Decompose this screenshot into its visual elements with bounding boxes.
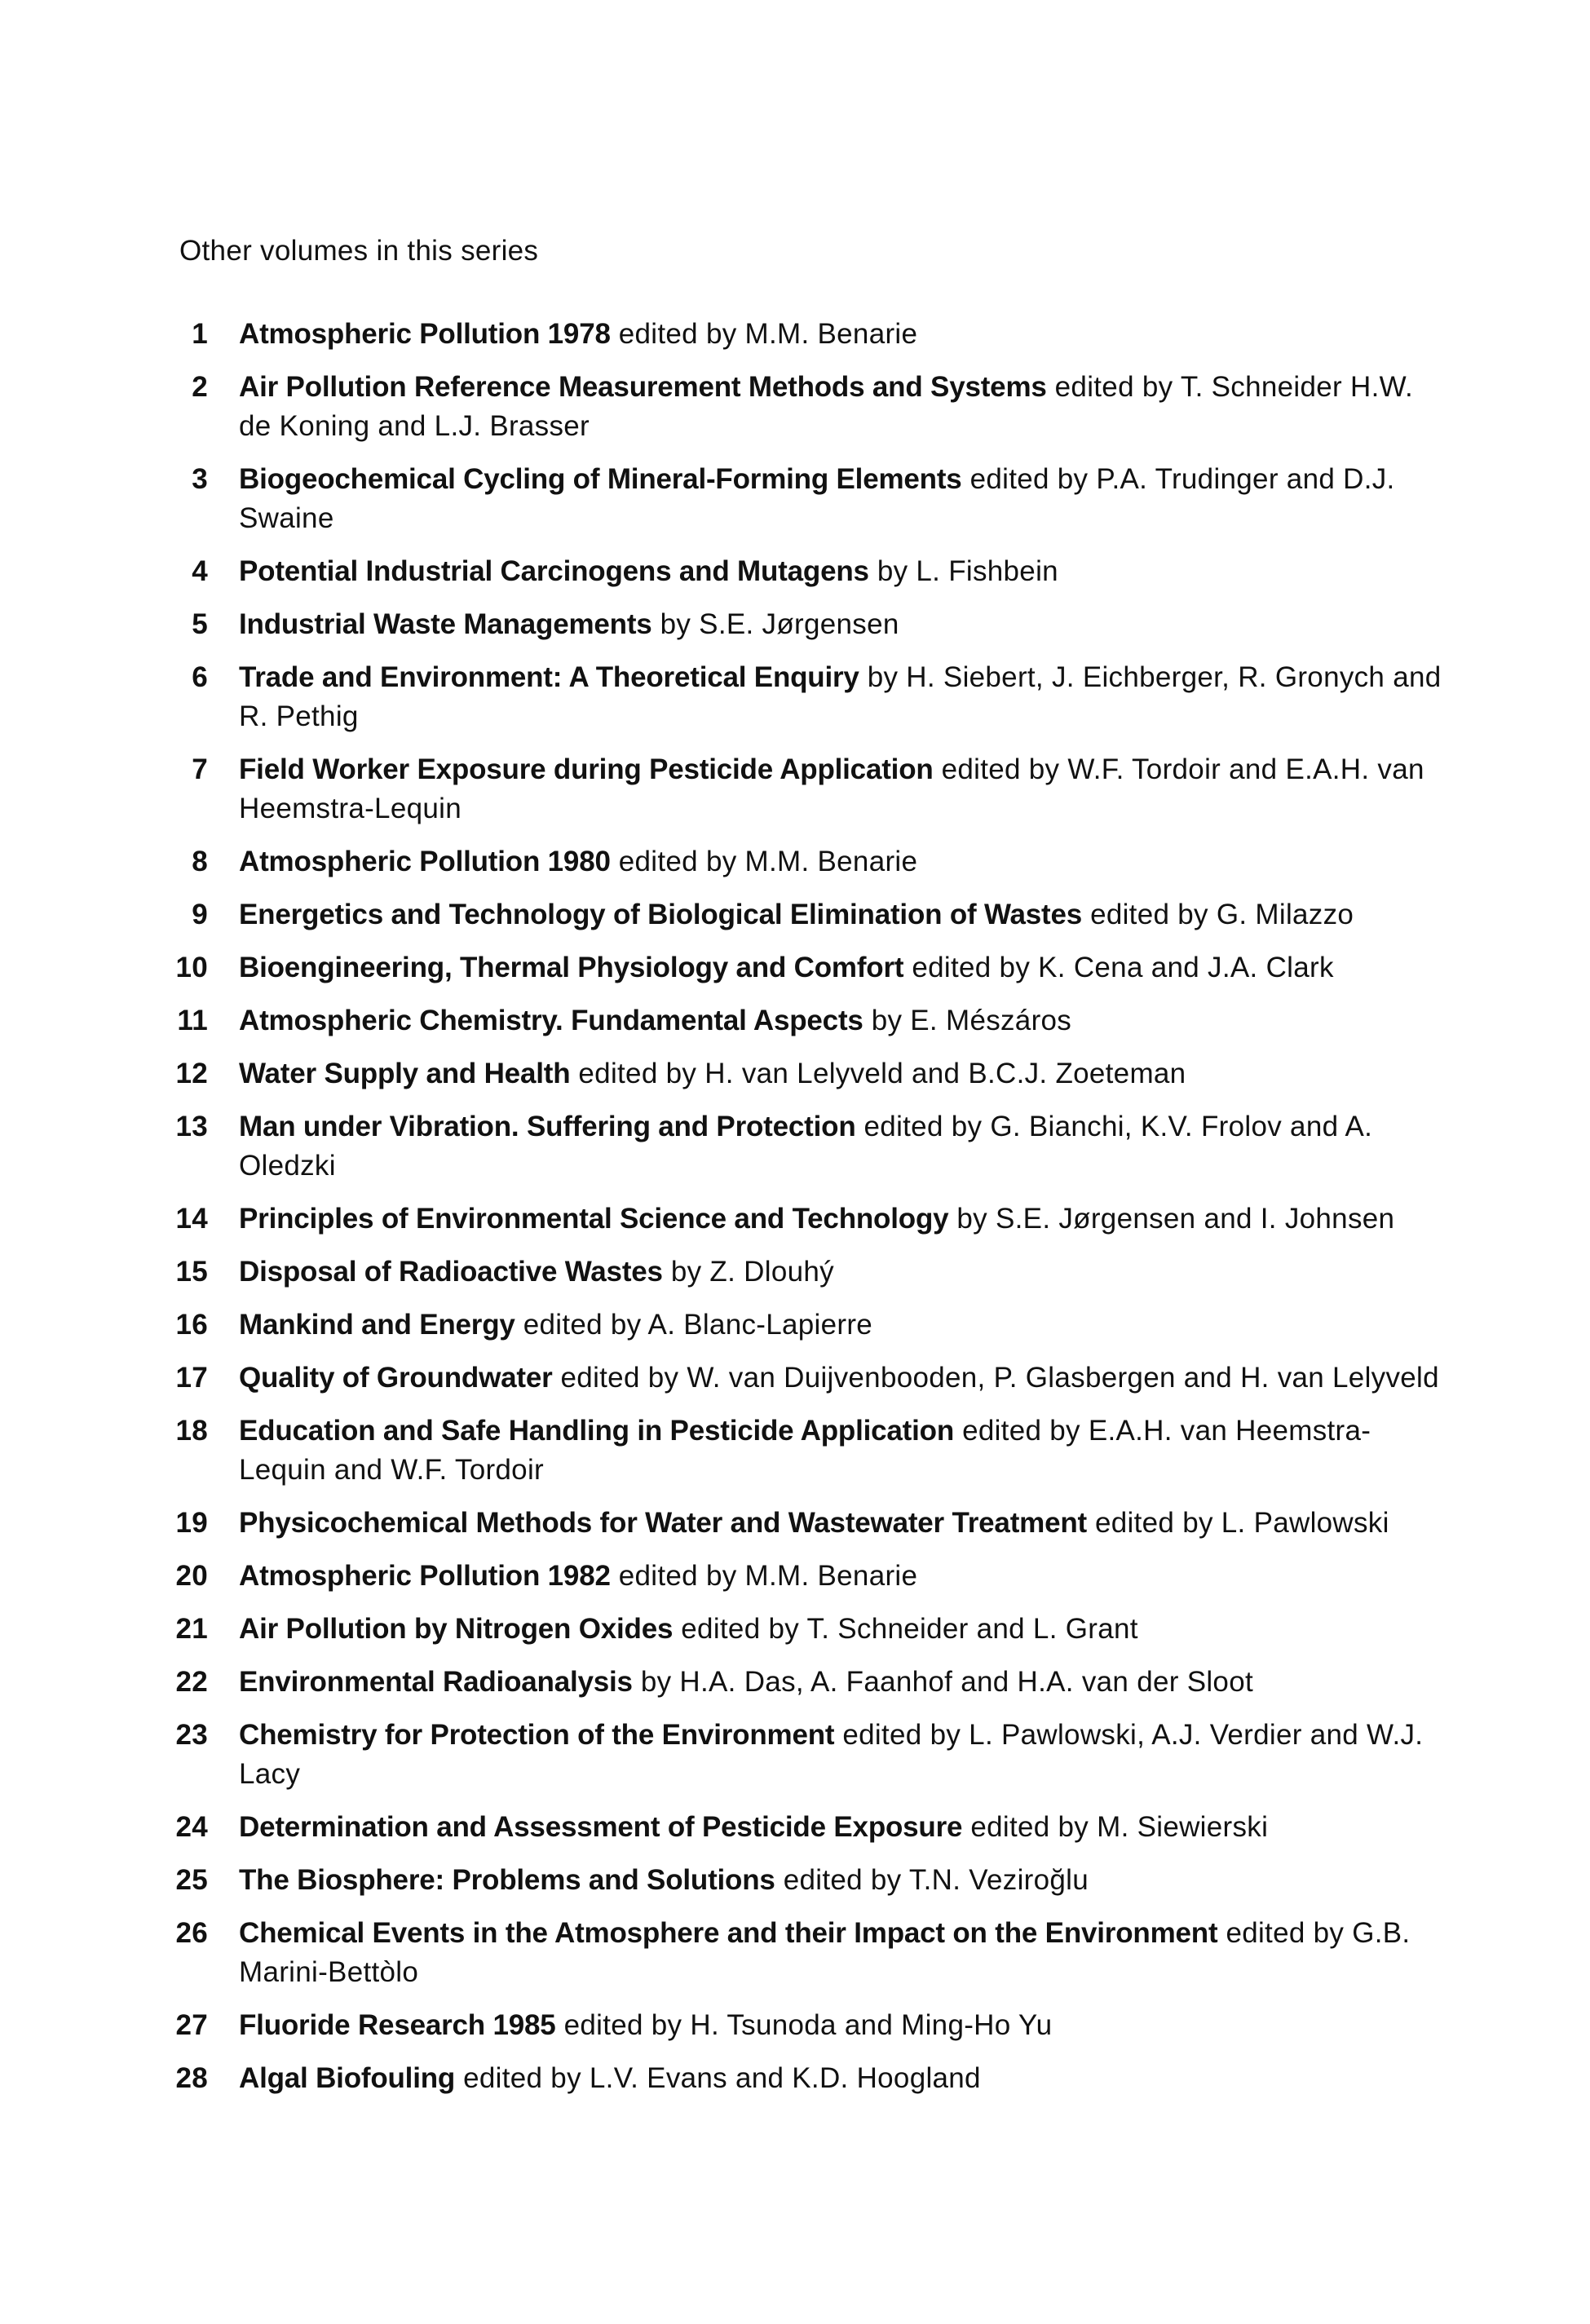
volume-title: Environmental Radioanalysis	[239, 1666, 633, 1698]
volume-title: Algal Biofouling	[239, 2062, 456, 2094]
series-volume-list	[171, 315, 1443, 2112]
volume-credit: edited by L.V. Evans and K.D. Hoogland	[463, 2062, 981, 2094]
volume-number: 28	[175, 2062, 208, 2094]
volume-title: Fluoride Research 1985	[239, 2009, 556, 2041]
volume-number: 2	[192, 371, 208, 403]
volume-title: Atmospheric Chemistry. Fundamental Aspects	[239, 1005, 863, 1036]
volume-number: 12	[175, 1058, 208, 1089]
volume-title: Air Pollution by Nitrogen Oxides	[239, 1613, 674, 1645]
volume-credit: edited by P.A. Trudinger and D.J. Swaine	[239, 463, 1395, 534]
volume-credit: edited by H. van Lelyveld and B.C.J. Zoeteman	[578, 1058, 1186, 1089]
volume-credit: edited by W.F. Tordoir and E.A.H. van Heemstra-Lequin	[239, 753, 1424, 824]
volume-number: 22	[175, 1666, 208, 1698]
list-item	[171, 1306, 1443, 1345]
volume-number: 3	[192, 463, 208, 495]
volume-credit: edited by M.M. Benarie	[618, 846, 918, 877]
list-item	[171, 1557, 1443, 1596]
list-item	[171, 1412, 1443, 1490]
volume-title: Chemistry for Protection of the Environment	[239, 1719, 835, 1751]
volume-title: Disposal of Radioactive Wastes	[239, 1256, 663, 1288]
volume-title: Bioengineering, Thermal Physiology and Comfort	[239, 952, 904, 983]
volume-title: Education and Safe Handling in Pesticide Application	[239, 1415, 955, 1447]
list-item	[171, 842, 1443, 881]
list-item	[171, 895, 1443, 934]
volume-number: 7	[192, 753, 208, 785]
volume-credit: by H.A. Das, A. Faanhof and H.A. van der Sloot	[640, 1666, 1253, 1698]
volume-credit: by L. Fishbein	[877, 555, 1058, 587]
volume-title: Principles of Environmental Science and Technology	[239, 1203, 949, 1235]
volume-title: Energetics and Technology of Biological Elimination of Wastes	[239, 899, 1083, 930]
volume-title: Field Worker Exposure during Pesticide Application	[239, 753, 934, 785]
volume-title: Quality of Groundwater	[239, 1362, 553, 1394]
volume-number: 1	[192, 318, 208, 350]
volume-title: Physicochemical Methods for Water and Wastewater Treatment	[239, 1507, 1087, 1539]
volume-credit: edited by G.B. Marini-Bettòlo	[239, 1917, 1411, 1988]
volume-title: Potential Industrial Carcinogens and Mutagens	[239, 555, 869, 587]
volume-number: 27	[175, 2009, 208, 2041]
volume-credit: edited by K. Cena and J.A. Clark	[912, 952, 1334, 983]
volume-number: 6	[192, 661, 208, 693]
volume-number: 14	[175, 1203, 208, 1235]
volume-title: Industrial Waste Managements	[239, 608, 652, 640]
list-item	[171, 1200, 1443, 1239]
list-item	[171, 1001, 1443, 1040]
volume-title: Chemical Events in the Atmosphere and their Impact on the Environment	[239, 1917, 1218, 1949]
volume-credit: by Z. Dlouhý	[670, 1256, 834, 1288]
volume-number: 23	[175, 1719, 208, 1751]
volume-credit: by S.E. Jørgensen and I. Johnsen	[956, 1203, 1395, 1235]
volume-number: 26	[175, 1917, 208, 1949]
volume-title: Atmospheric Pollution 1982	[239, 1560, 611, 1592]
volume-credit: edited by H. Tsunoda and Ming-Ho Yu	[563, 2009, 1053, 2041]
volume-credit: edited by L. Pawlowski, A.J. Verdier and W.J. Lacy	[239, 1719, 1424, 1790]
volume-title: Water Supply and Health	[239, 1058, 571, 1089]
list-item	[171, 2006, 1443, 2045]
volume-number: 19	[175, 1507, 208, 1539]
list-item	[171, 1253, 1443, 1292]
volume-credit: edited by E.A.H. van Heemstra-Lequin and W.F. Tordoir	[239, 1415, 1371, 1486]
list-item	[171, 658, 1443, 736]
volume-number: 16	[175, 1309, 208, 1341]
volume-title: Atmospheric Pollution 1978	[239, 318, 611, 350]
list-item	[171, 460, 1443, 538]
list-item	[171, 1107, 1443, 1186]
list-item	[171, 750, 1443, 828]
volume-number: 9	[192, 899, 208, 930]
list-item	[171, 1861, 1443, 1900]
list-item	[171, 315, 1443, 354]
list-item	[171, 1808, 1443, 1847]
page-heading: Other volumes in this series	[179, 235, 539, 267]
volume-number: 8	[192, 846, 208, 877]
volume-number: 15	[175, 1256, 208, 1288]
volume-credit: edited by L. Pawlowski	[1095, 1507, 1389, 1539]
volume-number: 17	[175, 1362, 208, 1394]
volume-credit: edited by M.M. Benarie	[618, 1560, 918, 1592]
volume-number: 4	[192, 555, 208, 587]
volume-number: 18	[175, 1415, 208, 1447]
list-item	[171, 948, 1443, 987]
volume-credit: edited by T. Schneider and L. Grant	[681, 1613, 1138, 1645]
volume-credit: edited by M. Siewierski	[970, 1811, 1269, 1843]
volume-title: Atmospheric Pollution 1980	[239, 846, 611, 877]
volume-title: Man under Vibration. Suffering and Protection	[239, 1111, 856, 1142]
list-item	[171, 368, 1443, 446]
volume-number: 20	[175, 1560, 208, 1592]
volume-credit: edited by T.N. Veziroğlu	[783, 1864, 1089, 1896]
volume-number: 5	[192, 608, 208, 640]
volume-credit: by E. Mészáros	[871, 1005, 1072, 1036]
volume-credit: edited by A. Blanc-Lapierre	[523, 1309, 873, 1341]
volume-title: Air Pollution Reference Measurement Methods and Systems	[239, 371, 1047, 403]
volume-number: 11	[177, 1005, 208, 1036]
volume-credit: edited by T. Schneider H.W. de Koning and L.J. Brasser	[239, 371, 1414, 442]
list-item	[171, 605, 1443, 644]
list-item	[171, 1359, 1443, 1398]
volume-number: 25	[175, 1864, 208, 1896]
volume-title: The Biosphere: Problems and Solutions	[239, 1864, 775, 1896]
volume-credit: by H. Siebert, J. Eichberger, R. Gronych and R. Pethig	[239, 661, 1442, 732]
list-item	[171, 1914, 1443, 1992]
list-item	[171, 1610, 1443, 1649]
volume-credit: edited by W. van Duijvenbooden, P. Glasbergen and H. van Lelyveld	[560, 1362, 1439, 1394]
volume-title: Biogeochemical Cycling of Mineral-Forming Elements	[239, 463, 962, 495]
volume-title: Trade and Environment: A Theoretical Enquiry	[239, 661, 859, 693]
list-item	[171, 1054, 1443, 1094]
volume-number: 10	[175, 952, 208, 983]
list-item	[171, 2059, 1443, 2098]
list-item	[171, 1716, 1443, 1794]
volume-title: Determination and Assessment of Pesticide Exposure	[239, 1811, 963, 1843]
volume-number: 24	[175, 1811, 208, 1843]
volume-credit: by S.E. Jørgensen	[660, 608, 899, 640]
list-item	[171, 552, 1443, 591]
volume-credit: edited by M.M. Benarie	[618, 318, 918, 350]
volume-credit: edited by G. Bianchi, K.V. Frolov and A. Oledzki	[239, 1111, 1373, 1182]
volume-credit: edited by G. Milazzo	[1090, 899, 1354, 930]
volume-number: 21	[175, 1613, 208, 1645]
list-item	[171, 1504, 1443, 1543]
volume-number: 13	[175, 1111, 208, 1142]
volume-title: Mankind and Energy	[239, 1309, 515, 1341]
list-item	[171, 1663, 1443, 1702]
